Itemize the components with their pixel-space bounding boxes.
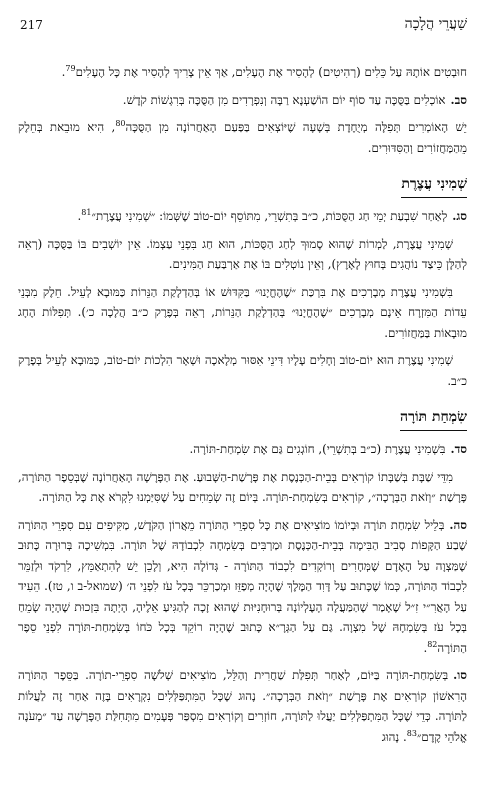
paragraph-tail: . נָהוּג	[381, 729, 407, 744]
paragraph-65	[18, 515, 467, 659]
paragraph-tail: .	[77, 209, 82, 223]
paragraph-tail: .	[423, 640, 428, 655]
paragraph-text: בְּשִׂמְחַת-תּוֹרָה בַּיּוֹם, לְאַחַר תְּפִלַּת שַׁחֲרִית וְהַלֵּל, מוֹצִיאִים שְׁלֹשָׁה סִפְרֵי-תוֹרָה. בַּסֵּפֶר הַתּוֹרָה הָרִאשׁוֹן קוֹרְאִים אֶת פָּרָשַׁת ״וְזֹאת הַבְּרָכָה״. נָהוּג שֶׁכָּל הַמִּתְפַּלְּלִים נִקְרָאִים בָּזֶה אַחַר זֶה לַעֲלוֹת לַתּוֹרָה. כְּדֵי שֶׁכָּל הַמִּתְפַּלְּלִים יַעֲלוּ לַתּוֹרָה, חוֹזְרִים וְקוֹרְאִים מִסְפַּר פְּעָמִים מִתְּחִלַּת הַפָּרָשָׁה עַד ״מְעֹנָה אֱלֹהֵי קֶדֶם״	[18, 668, 467, 744]
footnote-ref: 79	[65, 64, 76, 74]
paragraph	[18, 234, 467, 275]
paragraph	[18, 467, 467, 508]
paragraph-62	[18, 90, 467, 111]
paragraph-text: מִדֵּי שַׁבָּת בְּשַׁבָּתוֹ קוֹרְאִים בְּבֵית-הַכְּנֶסֶת אֶת פָּרָשַׁת-הַשָּׁבוּעַ. אֶת הַפָּרָשָׁה הָאַחֲרוֹנָה שֶׁבְּסֵפֶר הַתּוֹרָה, פָּרָשַׁת ״וְזֹאת הַבְּרָכָה״, קוֹרְאִים בְּשִׂמְחַת-תּוֹרָה. בְּיוֹם זֶה שְׂמֵחִים עַל שֶׁסִּיַּמְנוּ לִקְרֹא אֶת כָּל הַתּוֹרָה.	[18, 469, 467, 504]
section-heading	[18, 405, 467, 431]
running-header-title: שַׁעֲרֵי הֲלָכָה	[404, 16, 467, 32]
paragraph	[18, 350, 467, 391]
paragraph-text: חוּבְטִים אוֹתָהּ עַל כֵּלִים (רְהִיטִים) לְהָסִיר אֶת הֶעָלִים, אַךְ אֵין צָרִיךְ לְהָסִיר אֶת כָּל הֶעָלִים	[75, 65, 467, 79]
paragraph-text: לְאַחַר שִׁבְעַת יְמֵי חַג הַסֻּכּוֹת, כ״ב בְּתִשְׁרֵי, מִתּוֹסֵף יוֹם-טוֹב שֶׁשְּׁמוֹ: ״שְׁמִינִי עֲצֶרֶת״	[91, 209, 448, 223]
page-number: 217	[20, 18, 43, 32]
paragraph-text: בִּשְׁמִינִי עֲצֶרֶת מְבָרְכִים אֶת בִּרְכַּת ״שֶׁהֶחֱיָנוּ״ בַּקִּדּוּשׁ אוֹ בְּהַדְלָקַת הַנֵּרוֹת כַּמּוּבָא לְעֵיל. חֵלֶק מִבְּנֵי עֵדוֹת הַמִּזְרָח אֵינָם מְבָרְכִים ״שֶׁהֶחֱיָנוּ״ בְּהַדְלָקַת הַנֵּרוֹת, רְאֵה בְּפֶרֶק כ״ב הֲלָכָה כ׳). תְּפִלּוֹת הֶחָג מוּבָאוֹת בַּמַּחֲזוֹרִים.	[18, 284, 467, 340]
section-title-shemini-atzeret: שְׁמִינִי עֲצֶרֶת	[401, 172, 467, 198]
paragraph-prayer-note	[18, 117, 467, 158]
paragraph-tail: , הִיא מוּבֵאת בְּחֵלֶק מֵהַמַּחֲזוֹרִים וְהַסִּדּוּרִים.	[18, 120, 467, 155]
footnote-ref: 83	[406, 728, 417, 738]
paragraph-text: בְּלֵיל שִׂמְחַת תּוֹרָה וּבְיוֹמוֹ מוֹצִיאִים אֶת כָּל סִפְרֵי הַתּוֹרָה מֵאֲרוֹן הַקֹּדֶשׁ, מַקִּיפִים עִם סִפְרֵי הַתּוֹרָה שֶׁבַע הַקָּפוֹת סְבִיב הַבִּימָה בְּבֵית-הַכְּנֶסֶת וּמַרְבִּים בְּשִׂמְחָה לִכְבוֹדָהּ שֶׁל תּוֹרָה. בִּמְשִׁיכָה בְּרוּרָה כָּתוּב שֶׁמַּצְוָה עַל הָאָדָם שֶׁמְּחָרִים וְרוֹקְדִים לִכְבוֹד הַתּוֹרָה - גְּדוֹלָה הִיא, וְלָכֵן יֵשׁ לְהִתְאַמֵּץ, לִרְקֹד וּלְזַמֵּר לִכְבוֹד הַתּוֹרָה, כְּמוֹ שֶׁכָּתוּב עַל דָּוִד הַמֶּלֶךְ שֶׁהָיָה מְפַזֵּז וּמְכַרְכֵּר בְּכָל עֹז לִפְנֵי ה׳ (שמואל-ב ו, טז). הֵעִיד עַל הָאֲרִ״י זִ״ל שֶׁאָמַר שֶׁהַמַּעֲלָה הָעֶלְיוֹנָה בְּרוּחָנִיּוּת שֶׁהוּא זָכָה לְהַגִּיעַ אֵלֶיהָ, הָיְתָה בִּזְכוּת שֶׁהָיָה שָׂמֵחַ בְּכָל עֹז בְּשִׂמְחָהּ שֶׁל מִצְוָה. גַּם עַל הַגְּרָ״א כָּתוּב שֶׁהָיָה רוֹקֵד בְּכָל כֹּחוֹ בְּשִׂמְחַת-תּוֹרָה לִפְנֵי סֵפֶר הַתּוֹרָה	[18, 517, 467, 655]
paragraph	[18, 282, 467, 344]
paragraph-tail: .	[61, 65, 66, 79]
paragraph-number: סד.	[450, 442, 467, 456]
paragraph-66	[18, 665, 467, 747]
paragraph-number: סב.	[450, 92, 467, 107]
paragraph-continued	[18, 62, 467, 83]
paragraph-text: אוֹכְלִים בַּסֻּכָּה עַד סוֹף יוֹם הוֹשַׁעְנָא רַבָּה וְנִפְרָדִים מִן הַסֻּכָּה בְּרִגְשׁוֹת קֹדֶשׁ.	[122, 92, 446, 107]
paragraph-text: שְׁמִינִי עֲצֶרֶת, לַמְרוֹת שֶׁהוּא סָמוּךְ לְחַג הַסֻּכּוֹת, הוּא חַג בִּפְנֵי עַצְמוֹ. אֵין יוֹשְׁבִים בּוֹ בַּסֻּכָּה (רְאֵה לְהַלָּן כֵּיצַד נוֹהֲגִים בְּחוּץ לָאָרֶץ), וְאֵין נוֹטְלִים בּוֹ אֶת אַרְבַּעַת הַמִּינִים.	[18, 236, 467, 271]
paragraph-number: סג.	[452, 209, 467, 223]
paragraph-64	[18, 439, 467, 460]
paragraph-number: סה.	[449, 517, 467, 532]
section-title-simchat-torah: שִׂמְחַת תּוֹרָה	[400, 405, 467, 431]
footnote-ref: 80	[115, 119, 126, 129]
paragraph-text: יֵשׁ הָאוֹמְרִים תְּפִלָּה מְיֻחֶדֶת בְּשָׁעָה שֶׁיּוֹצְאִים בַּפַּעַם הָאַחֲרוֹנָה מִן הַסֻּכָּה	[125, 120, 467, 134]
paragraph-text: בִּשְׁמִינִי עֲצֶרֶת (כ״ב בְּתִשְׁרֵי), חוֹגְגִים גַּם אֶת שִׂמְחַת-תּוֹרָה.	[189, 442, 446, 456]
page-body	[18, 62, 467, 754]
paragraph-63	[18, 206, 467, 227]
section-heading	[18, 172, 467, 198]
paragraph-number: סו.	[453, 668, 467, 682]
footnote-ref: 81	[81, 208, 92, 218]
footnote-ref: 82	[427, 639, 438, 649]
paragraph-text: שְׁמִינִי עֲצֶרֶת הוּא יוֹם-טוֹב וְחָלִים עָלָיו דִּינֵי אִסּוּר מְלָאכָה וּשְׁאָר הִלְכוֹת יוֹם-טוֹב, כַּמּוּבָא לְעֵיל בְּפֶרֶק כ״ב.	[18, 353, 467, 388]
